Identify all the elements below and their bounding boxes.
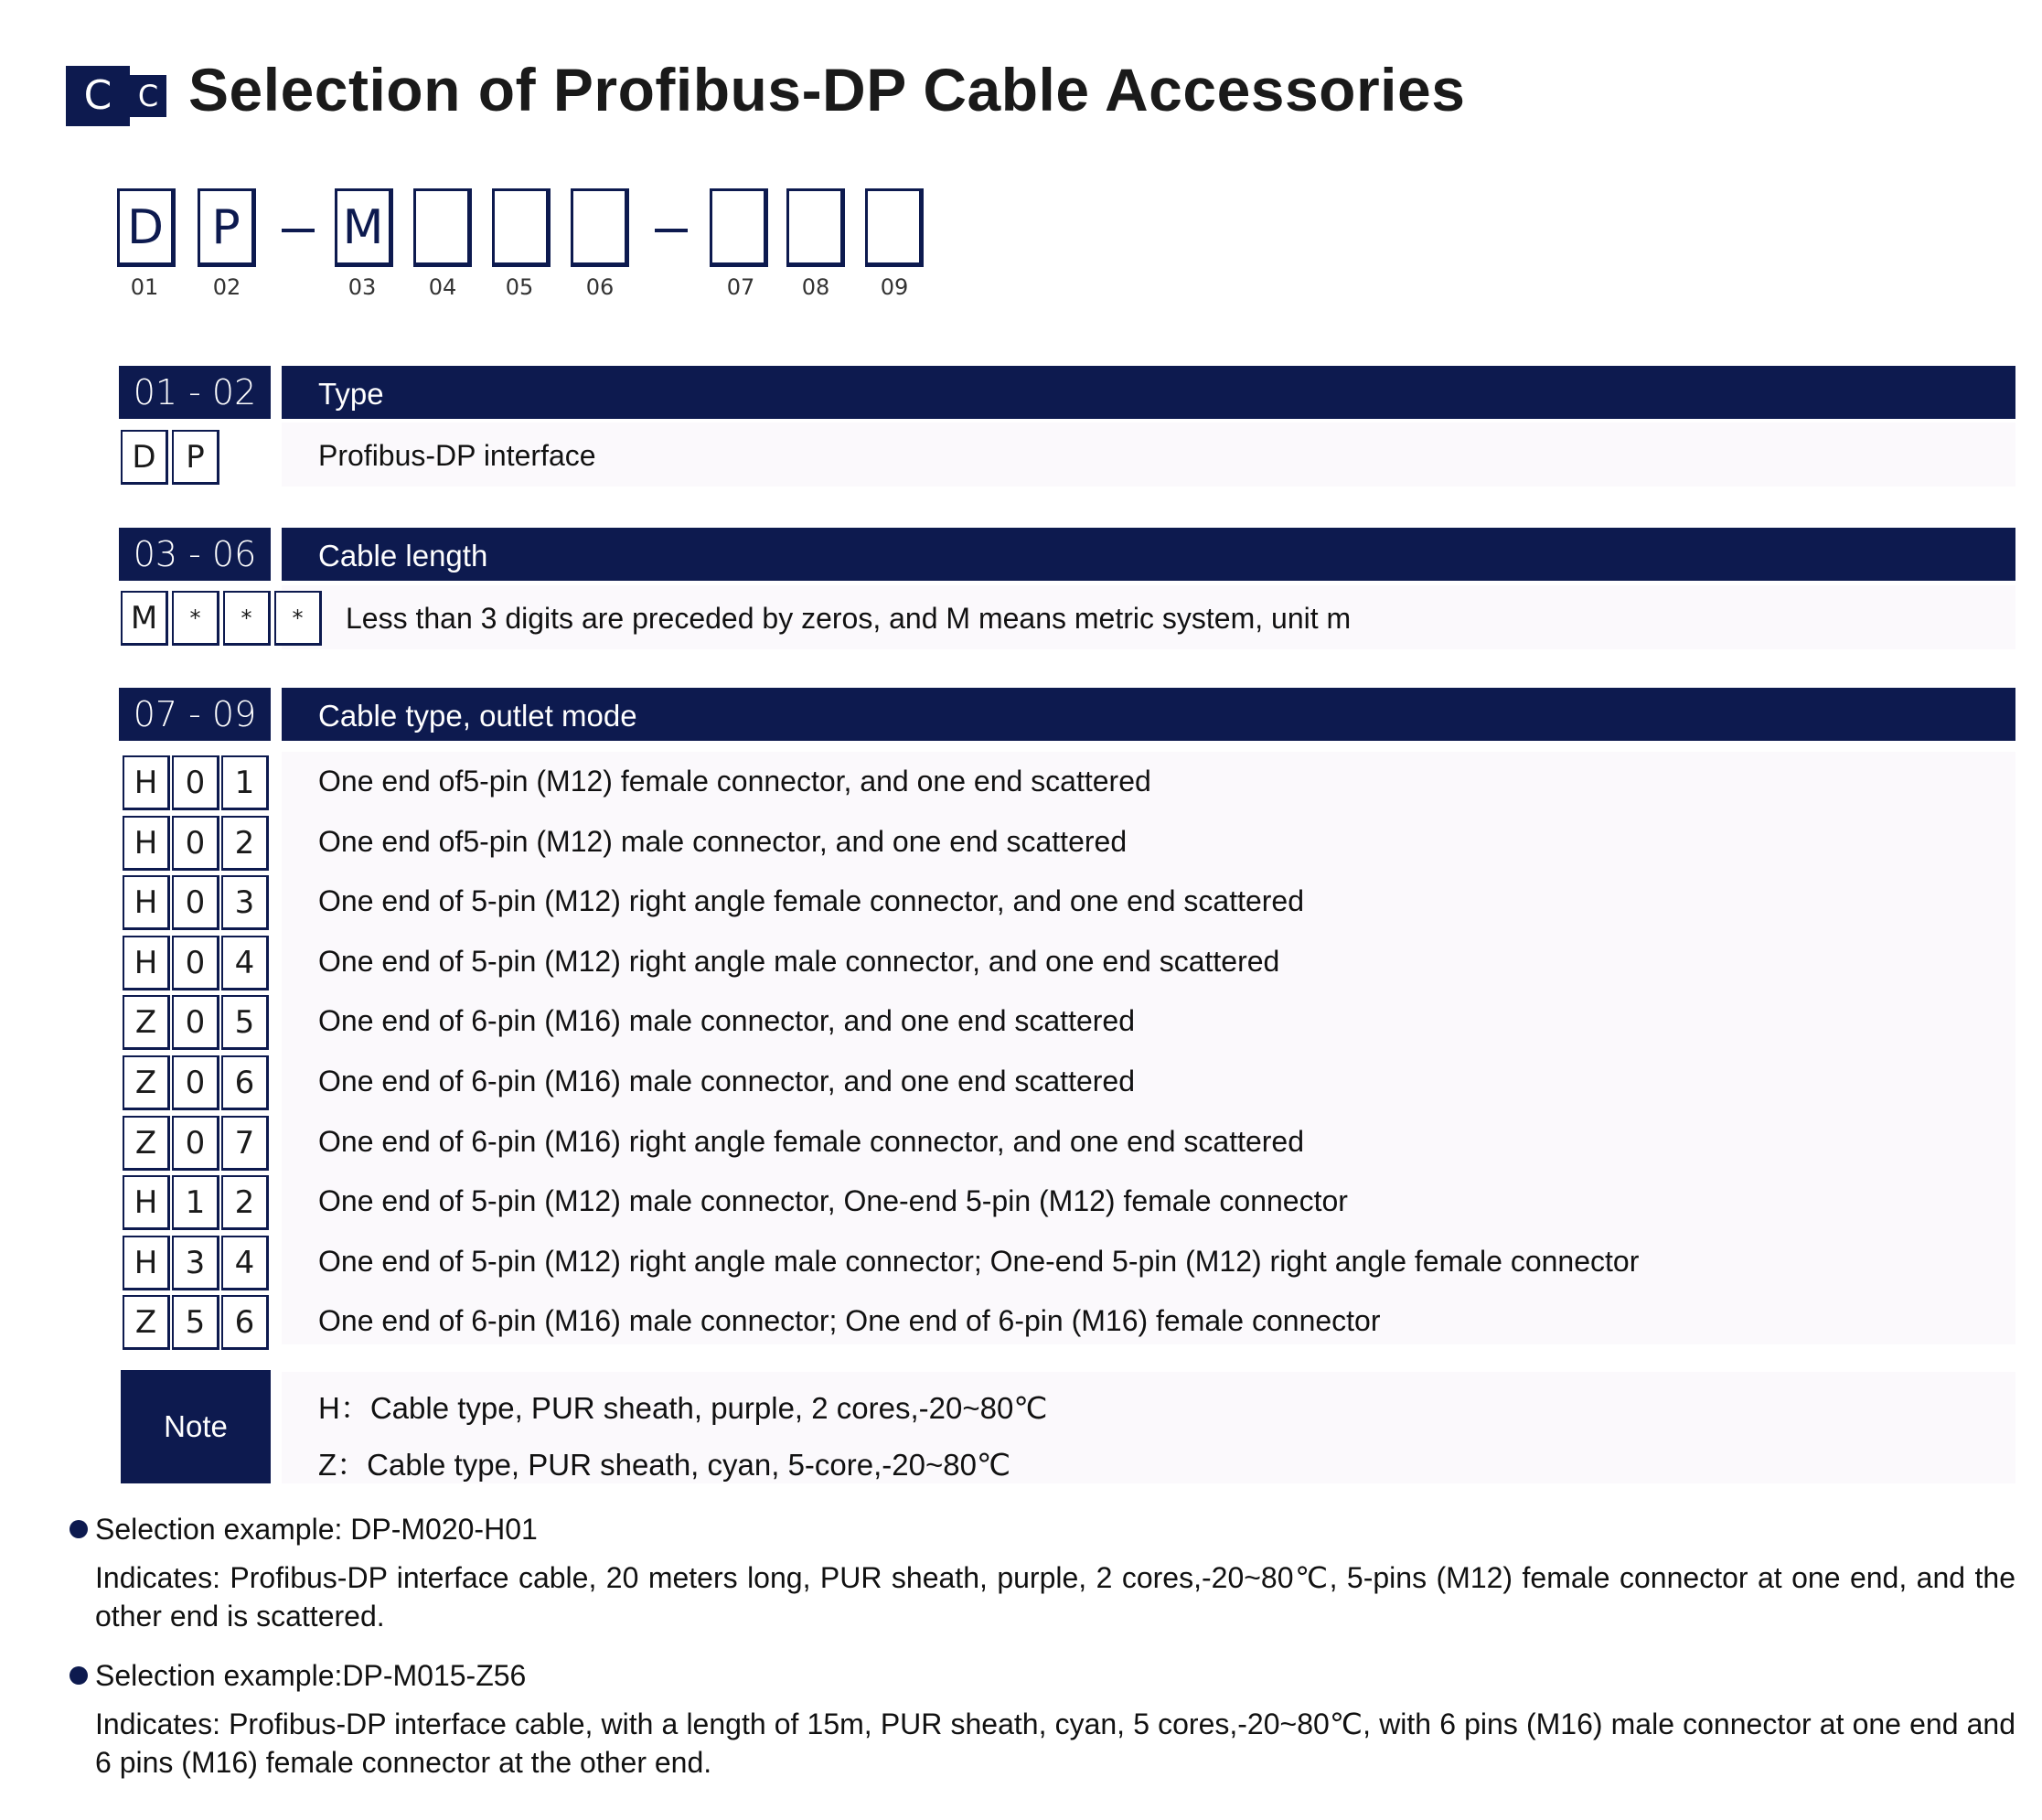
code-cell: * — [274, 591, 322, 646]
code-cell: M — [121, 591, 168, 646]
code-box-02: P — [198, 188, 256, 267]
code-cell: Z — [123, 1295, 170, 1350]
code-num-08: 08 — [801, 274, 830, 300]
code-cell: 3 — [172, 1236, 219, 1290]
code-cell: * — [223, 591, 271, 646]
code-cell: H — [123, 816, 170, 871]
badge-letter-large: C — [66, 66, 130, 126]
section-header-length: Cable length — [282, 528, 2015, 581]
code-num-09: 09 — [880, 274, 909, 300]
code-cell: 0 — [172, 875, 219, 930]
code-box-07 — [710, 188, 768, 267]
code-cell: 4 — [221, 936, 269, 990]
code-box-09 — [865, 188, 924, 267]
note-line-z: Z：Cable type, PUR sheath, cyan, 5-core,-20~80℃ — [318, 1448, 1011, 1482]
cable-type-description: One end of 5-pin (M12) right angle female connector, and one end scattered — [318, 884, 1305, 917]
bullet-icon — [69, 1666, 88, 1685]
code-cell: 0 — [172, 816, 219, 871]
code-cell: 7 — [221, 1116, 269, 1171]
code-num-07: 07 — [726, 274, 755, 300]
code-num-04: 04 — [428, 274, 457, 300]
code-cell: P — [172, 430, 219, 485]
section-code-length: 03 - 06 — [119, 528, 271, 581]
code-cell: H — [123, 936, 170, 990]
cable-type-description: One end of5-pin (M12) female connector, and one end scattered — [318, 765, 1151, 798]
cable-type-description: One end of 6-pin (M16) right angle female connector, and one end scattered — [318, 1125, 1305, 1158]
code-cell: 3 — [221, 875, 269, 930]
badge-letter-small: C — [130, 75, 166, 117]
cable-type-description: One end of 5-pin (M12) male connector, One-end 5-pin (M12) female connector — [318, 1184, 1348, 1217]
code-cell: D — [121, 430, 168, 485]
code-cell: H — [123, 875, 170, 930]
code-cell: 5 — [172, 1295, 219, 1350]
code-box-08 — [786, 188, 845, 267]
cable-type-description: One end of 6-pin (M16) male connector, and one end scattered — [318, 1065, 1135, 1097]
code-cell: 0 — [172, 1055, 219, 1110]
code-box-04 — [413, 188, 472, 267]
code-box-01: D — [117, 188, 176, 267]
code-cell: 5 — [221, 995, 269, 1050]
example-title: Selection example:DP-M015-Z56 — [95, 1659, 527, 1692]
title-badge — [66, 66, 166, 126]
code-cell: 0 — [172, 936, 219, 990]
code-cell: H — [123, 1236, 170, 1290]
type-description: Profibus-DP interface — [318, 439, 596, 472]
example-body: Indicates: Profibus-DP interface cable, 20 meters long, PUR sheath, purple, 2 cores,-20~80℃, 5-pins (M12) female connector at one end, and the other end is scattered. — [95, 1561, 2015, 1633]
code-cell: Z — [123, 995, 170, 1050]
code-box-03: M — [335, 188, 393, 267]
section-header-cable: Cable type, outlet mode — [282, 688, 2015, 741]
cable-type-description: One end of 5-pin (M12) right angle male connector, and one end scattered — [318, 945, 1280, 978]
code-cell: * — [172, 591, 219, 646]
cable-type-description: One end of 5-pin (M12) right angle male connector; One-end 5-pin (M12) right angle female connector — [318, 1245, 1640, 1278]
code-cell: 0 — [172, 755, 219, 810]
section-code-type: 01 - 02 — [119, 366, 271, 419]
code-num-01: 01 — [130, 274, 159, 300]
code-cell: H — [123, 1175, 170, 1230]
cable-type-description: One end of 6-pin (M16) male connector, and one end scattered — [318, 1004, 1135, 1037]
code-box-06 — [571, 188, 629, 267]
cable-type-description: One end of 6-pin (M16) male connector; One end of 6-pin (M16) female connector — [318, 1304, 1381, 1337]
code-dash — [655, 229, 688, 232]
code-cell: Z — [123, 1055, 170, 1110]
example-body: Indicates: Profibus-DP interface cable, with a length of 15m, PUR sheath, cyan, 5 cores,-20~80℃, with 6 pins (M16) male connector at one end and 6 pins (M16) female connector at the other end. — [95, 1708, 2015, 1779]
section-header-type: Type — [282, 366, 2015, 419]
code-box-05 — [492, 188, 551, 267]
code-cell: H — [123, 755, 170, 810]
code-cell: 2 — [221, 816, 269, 871]
code-cell: 0 — [172, 1116, 219, 1171]
code-dash — [282, 229, 315, 232]
code-cell: 4 — [221, 1236, 269, 1290]
note-label: Note — [121, 1370, 271, 1483]
code-cell: 1 — [221, 755, 269, 810]
code-cell: 6 — [221, 1295, 269, 1350]
code-cell: 0 — [172, 995, 219, 1050]
code-cell: Z — [123, 1116, 170, 1171]
code-num-03: 03 — [347, 274, 377, 300]
code-cell: 2 — [221, 1175, 269, 1230]
note-line-h: H：Cable type, PUR sheath, purple, 2 cores,-20~80℃ — [318, 1391, 1048, 1425]
example-title: Selection example: DP-M020-H01 — [95, 1513, 538, 1546]
page-title: Selection of Profibus-DP Cable Accessories — [188, 56, 1466, 123]
length-description: Less than 3 digits are preceded by zeros, and M means metric system, unit m — [346, 602, 1352, 635]
section-code-cable: 07 - 09 — [119, 688, 271, 741]
bullet-icon — [69, 1520, 88, 1538]
code-num-05: 05 — [505, 274, 534, 300]
code-cell: 1 — [172, 1175, 219, 1230]
code-num-02: 02 — [212, 274, 241, 300]
code-num-06: 06 — [585, 274, 615, 300]
cable-type-description: One end of5-pin (M12) male connector, and one end scattered — [318, 825, 1128, 858]
code-cell: 6 — [221, 1055, 269, 1110]
